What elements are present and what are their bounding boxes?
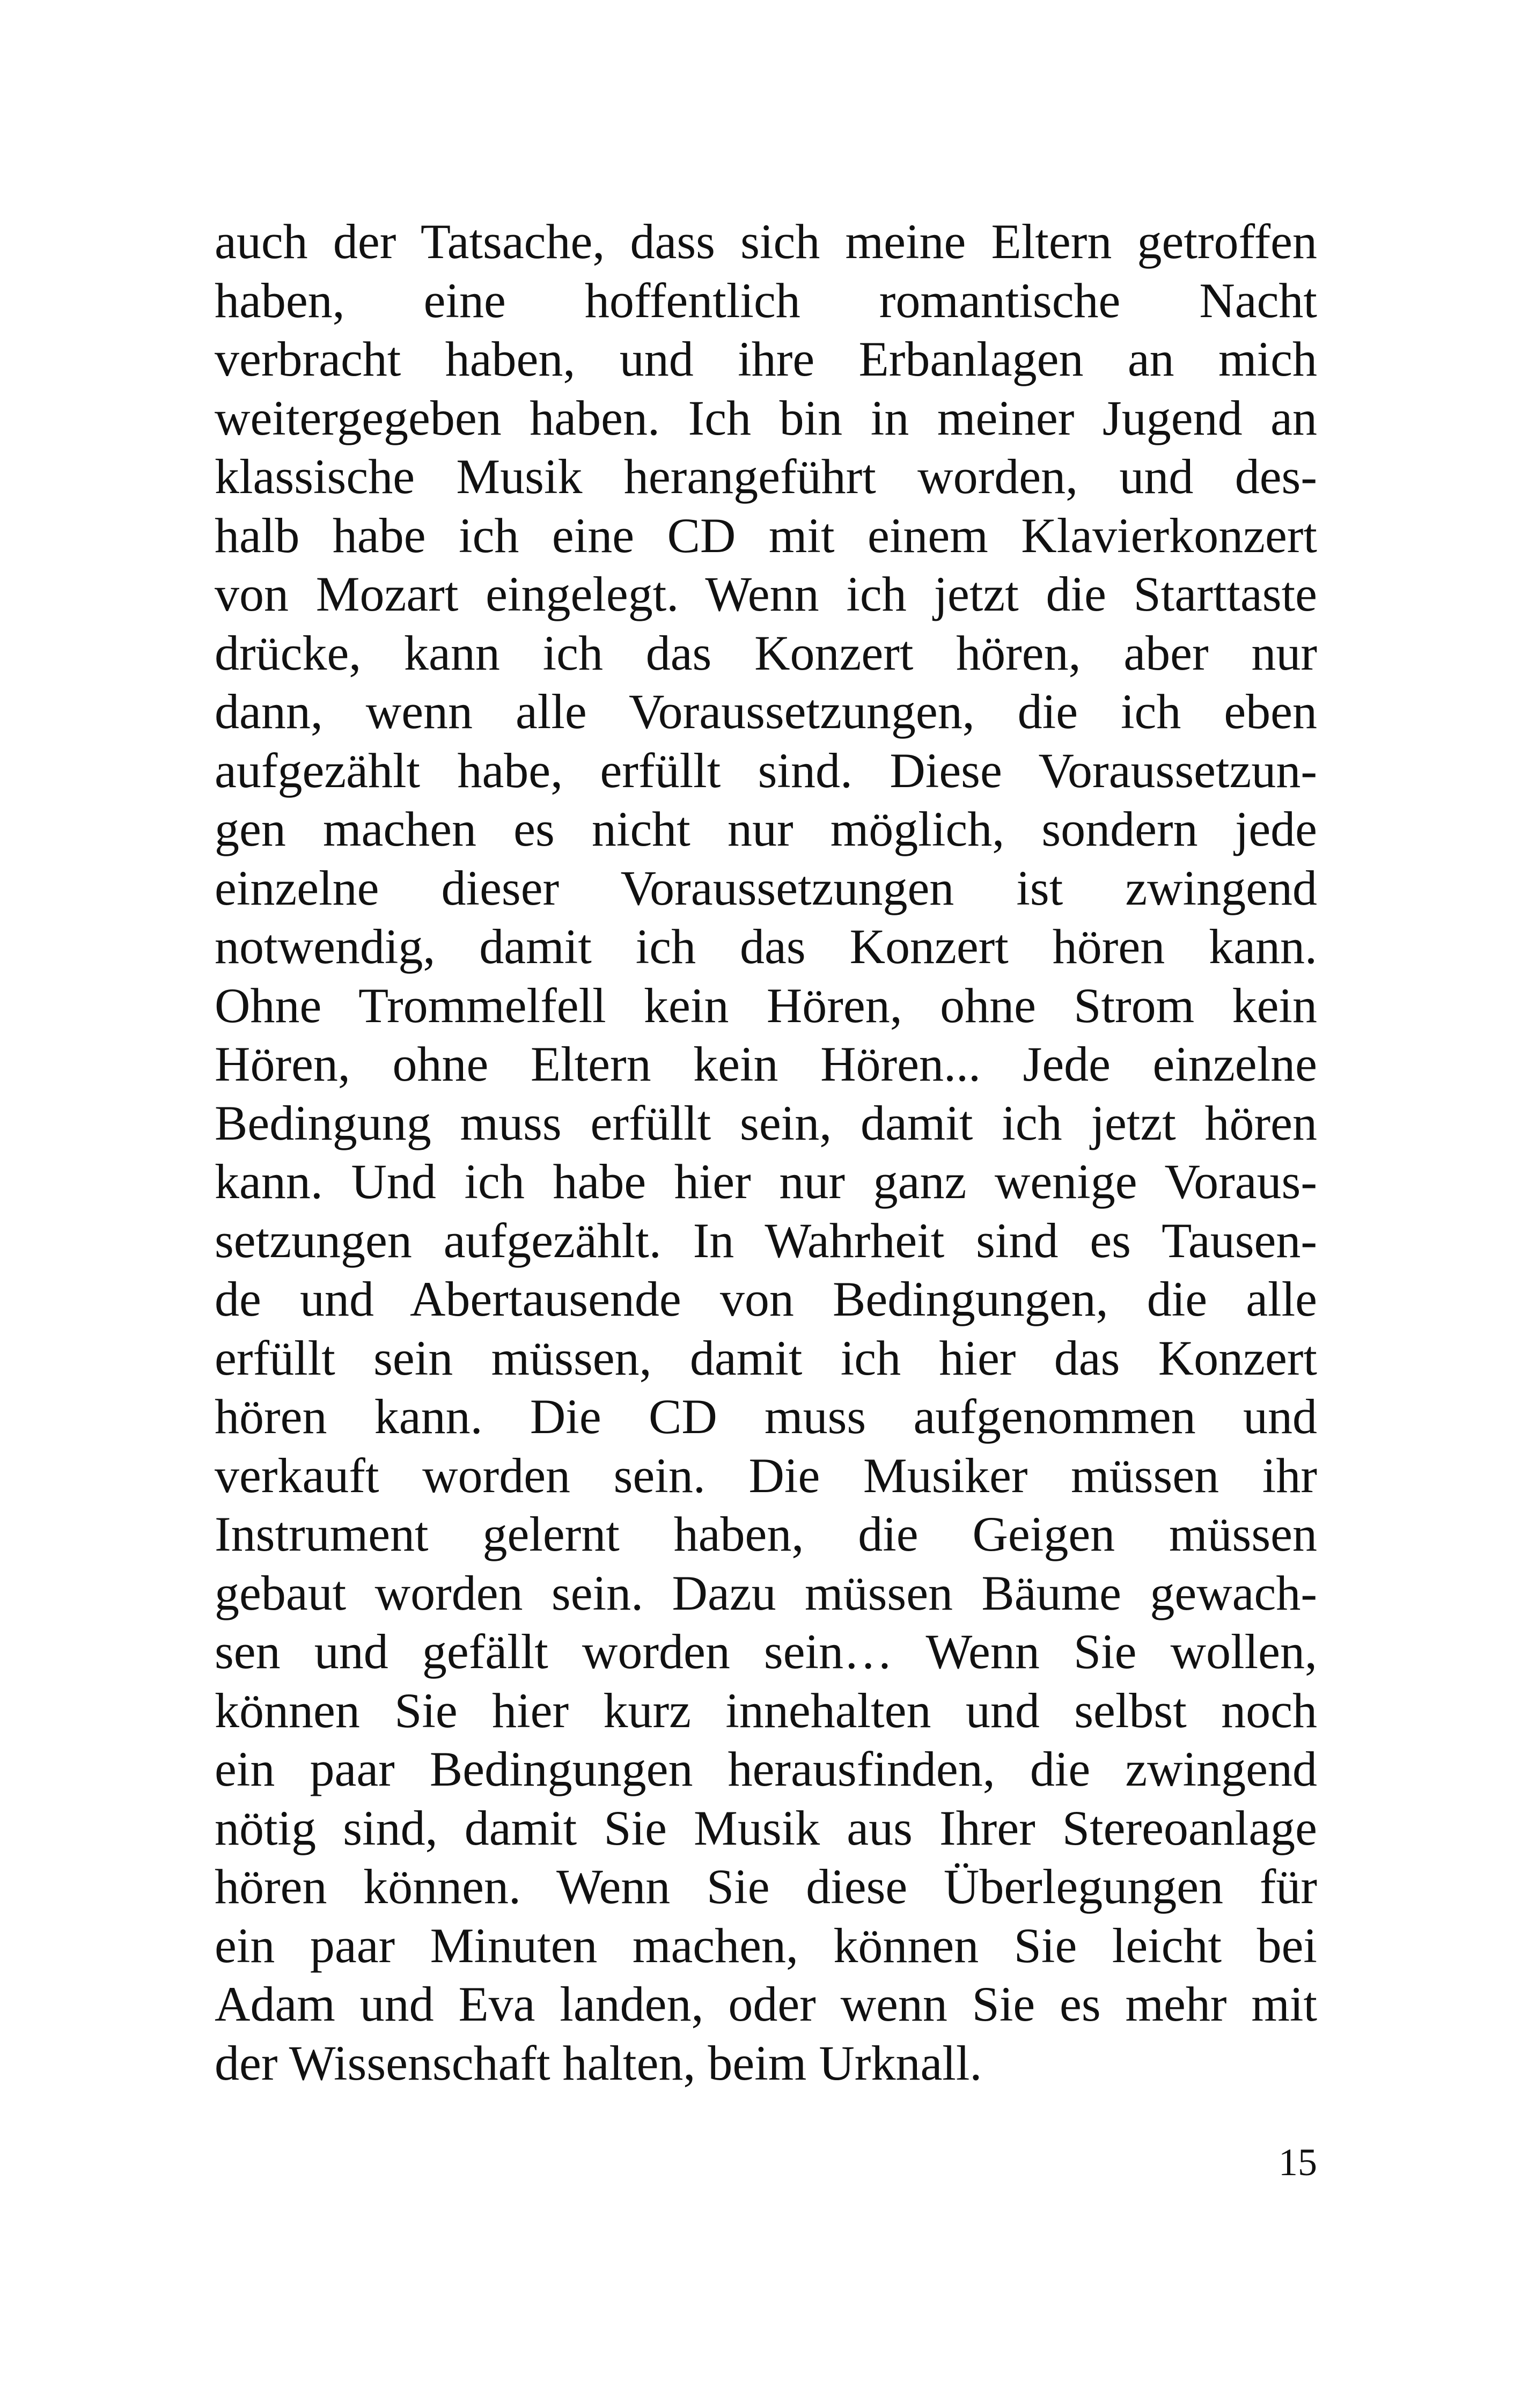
- text-line: ein paar Minuten machen, können Sie leicht bei: [215, 1918, 1317, 1973]
- text-line: weitergegeben haben. Ich bin in meiner Jugend an: [215, 390, 1317, 445]
- text-line: Adam und Eva landen, oder wenn Sie es mehr mit: [215, 1977, 1317, 2031]
- text-line: verbracht haben, und ihre Erbanlagen an mich: [215, 332, 1317, 386]
- text-line: dann, wenn alle Voraussetzungen, die ich eben: [215, 684, 1317, 739]
- text-line: ein paar Bedingungen herausfinden, die zwingend: [215, 1742, 1317, 1796]
- text-line: klassische Musik herangeführt worden, und des-: [215, 449, 1317, 504]
- text-line-last: der Wissenschaft halten, beim Urknall.: [215, 2035, 982, 2090]
- text-line: gen machen es nicht nur möglich, sondern jede: [215, 802, 1317, 856]
- text-line: setzungen aufgezählt. In Wahrheit sind es Tausen-: [215, 1213, 1317, 1268]
- text-line: Ohne Trommelfell kein Hören, ohne Strom kein: [215, 978, 1317, 1033]
- text-line: verkauft worden sein. Die Musiker müssen ihr: [215, 1448, 1317, 1503]
- text-line: Bedingung muss erfüllt sein, damit ich jetzt hören: [215, 1095, 1317, 1150]
- text-line: de und Abertausende von Bedingungen, die alle: [215, 1272, 1317, 1326]
- text-line: auch der Tatsache, dass sich meine Eltern getroffen: [215, 214, 1317, 269]
- text-line: notwendig, damit ich das Konzert hören kann.: [215, 919, 1317, 974]
- text-line: von Mozart eingelegt. Wenn ich jetzt die Starttaste: [215, 567, 1317, 621]
- text-line: halb habe ich eine CD mit einem Klavierkonzert: [215, 508, 1317, 563]
- text-line: einzelne dieser Voraussetzungen ist zwingend: [215, 860, 1317, 915]
- page-number: 15: [1278, 2141, 1317, 2184]
- text-line: Instrument gelernt haben, die Geigen müssen: [215, 1507, 1317, 1561]
- text-line: drücke, kann ich das Konzert hören, aber nur: [215, 625, 1317, 680]
- text-line: haben, eine hoffentlich romantische Nacht: [215, 273, 1317, 328]
- text-line: gebaut worden sein. Dazu müssen Bäume gewach-: [215, 1565, 1317, 1620]
- text-line: sen und gefällt worden sein… Wenn Sie wollen,: [215, 1624, 1317, 1679]
- body-text: [215, 212, 1317, 2093]
- text-line: kann. Und ich habe hier nur ganz wenige Voraus-: [215, 1154, 1317, 1209]
- text-line: erfüllt sein müssen, damit ich hier das Konzert: [215, 1330, 1317, 1385]
- text-line: hören kann. Die CD muss aufgenommen und: [215, 1389, 1317, 1444]
- text-line: Hören, ohne Eltern kein Hören... Jede einzelne: [215, 1037, 1317, 1091]
- text-line: hören können. Wenn Sie diese Überlegungen für: [215, 1859, 1317, 1914]
- text-line: nötig sind, damit Sie Musik aus Ihrer Stereoanlage: [215, 1800, 1317, 1855]
- text-line: können Sie hier kurz innehalten und selbst noch: [215, 1683, 1317, 1738]
- text-line: aufgezählt habe, erfüllt sind. Diese Voraussetzun-: [215, 743, 1317, 798]
